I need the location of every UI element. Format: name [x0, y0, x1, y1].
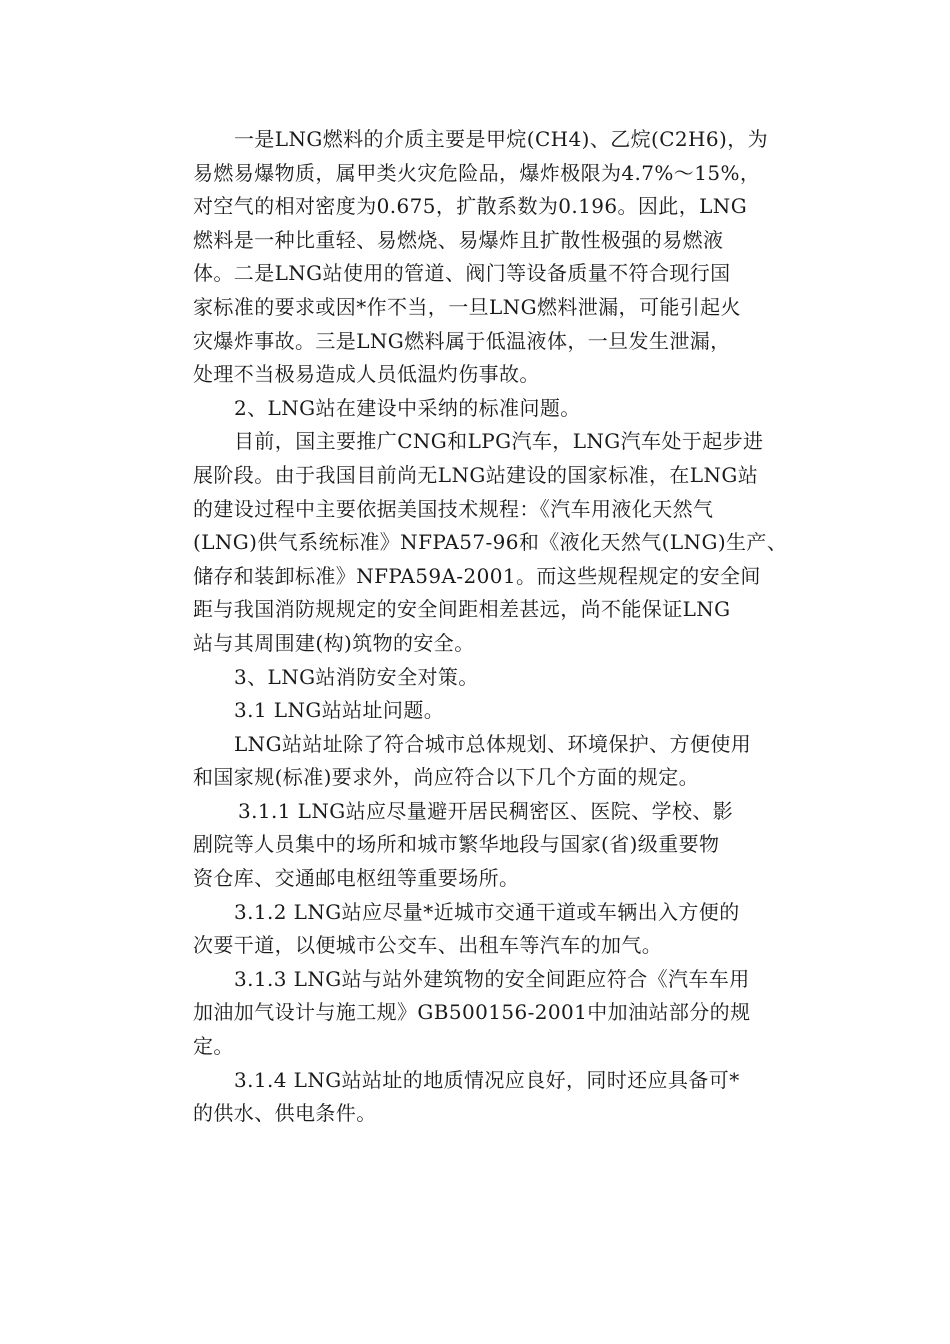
paragraph-p10 — [193, 1064, 753, 1131]
text-line: 处理不当极易造成人员低温灼伤事故。 — [193, 362, 540, 387]
text-line: 对空气的相对密度为0.675，扩散系数为0.196。因此，LNG — [193, 194, 748, 219]
text-line: 目前，国主要推广CNG和LPG汽车，LNG汽车处于起步进 — [234, 429, 764, 454]
text-line: 资仓库、交通邮电枢纽等重要场所。 — [193, 866, 520, 891]
text-line: 加油加气设计与施工规》GB500156-2001中加油站部分的规 — [193, 1000, 751, 1025]
text-line: 易燃易爆物质，属甲类火灾危险品，爆炸极限为4.7%～15%， — [193, 160, 761, 185]
text-line: 距与我国消防规规定的安全间距相差甚远，尚不能保证LNG — [193, 597, 731, 622]
paragraph-p4 — [193, 661, 753, 695]
text-line: 站与其周围建(构)筑物的安全。 — [193, 630, 475, 655]
text-line: 剧院等人员集中的场所和城市繁华地段与国家(省)级重要物 — [193, 832, 720, 857]
text-line: 3.1.4 LNG站站址的地质情况应良好，同时还应具备可* — [234, 1067, 740, 1092]
paragraph-p7 — [193, 795, 753, 896]
text-line: 3.1.3 LNG站与站外建筑物的安全间距应符合《汽车车用 — [234, 966, 750, 991]
text-line: 3.1.1 LNG站应尽量避开居民稠密区、医院、学校、影 — [238, 798, 734, 823]
text-line: 和国家规(标准)要求外，尚应符合以下几个方面的规定。 — [193, 765, 700, 790]
paragraph-p8 — [193, 896, 753, 963]
text-line: 2、LNG站在建设中采纳的标准问题。 — [234, 395, 581, 420]
text-line: LNG站站址除了符合城市总体规划、环境保护、方便使用 — [234, 731, 752, 756]
paragraph-p2 — [193, 392, 753, 426]
paragraph-p6 — [193, 728, 753, 795]
text-line: 展阶段。由于我国目前尚无LNG站建设的国家标准，在LNG站 — [193, 462, 759, 487]
text-line: 燃料是一种比重轻、易燃烧、易爆炸且扩散性极强的易燃液 — [193, 227, 724, 252]
text-line: 体。二是LNG站使用的管道、阀门等设备质量不符合现行国 — [193, 261, 731, 286]
text-line: 的建设过程中主要依据美国技术规程：《汽车用液化天然气 — [193, 496, 714, 521]
text-line: 定。 — [193, 1034, 234, 1059]
text-line: 3.1 LNG站站址问题。 — [234, 698, 445, 723]
text-line: (LNG)供气系统标准》NFPA57-96和《液化天然气(LNG)生产、 — [193, 530, 788, 555]
text-line: 灾爆炸事故。三是LNG燃料属于低温液体，一旦发生泄漏， — [193, 328, 731, 353]
paragraph-p3 — [193, 425, 788, 660]
text-line: 3、LNG站消防安全对策。 — [234, 664, 479, 689]
text-line: 的供水、供电条件。 — [193, 1101, 377, 1126]
document-body — [193, 123, 788, 1131]
paragraph-p9 — [193, 963, 753, 1064]
text-line: 家标准的要求或因*作不当，一旦LNG燃料泄漏，可能引起火 — [193, 294, 741, 319]
text-line: 3.1.2 LNG站应尽量*近城市交通干道或车辆出入方便的 — [234, 899, 740, 924]
paragraph-p1 — [193, 123, 769, 392]
text-line: 储存和装卸标准》NFPA59A-2001。而这些规程规定的安全间 — [193, 563, 761, 588]
paragraph-p5 — [193, 694, 753, 728]
text-line: 次要干道，以便城市公交车、出租车等汽车的加气。 — [193, 933, 663, 958]
text-line: 一是LNG燃料的介质主要是甲烷(CH4)、乙烷(C2H6)，为 — [234, 127, 769, 151]
